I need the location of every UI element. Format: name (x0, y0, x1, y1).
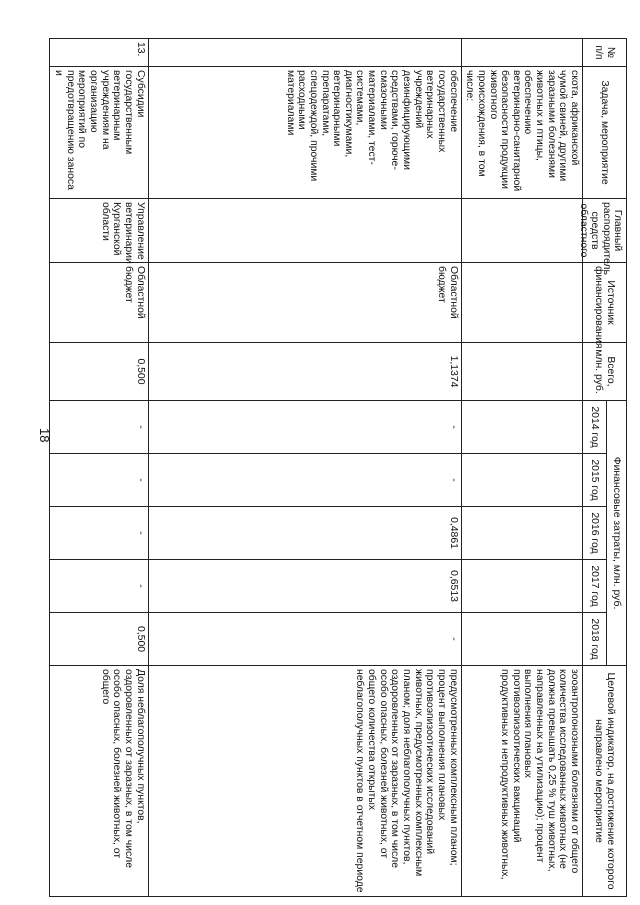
row-year-2017: 0,6513 (148, 560, 461, 613)
row-year-2018 (461, 613, 582, 666)
row-year-2016: 0,4861 (148, 507, 461, 560)
row-year-2018: 0,500 (50, 613, 148, 666)
header-task: Задача, мероприятие (583, 67, 627, 199)
header-year-2016: 2016 год (583, 507, 607, 560)
row-year-2017: - (50, 560, 148, 613)
header-year-2017: 2017 год (583, 560, 607, 613)
row-manager: Управление ветеринарии Курганской области (50, 199, 148, 263)
header-num: № п/п (583, 39, 627, 67)
header-manager (577, 199, 627, 275)
row-manager (461, 199, 582, 263)
row-total: 1,1374 (148, 343, 461, 401)
row-year-2015: - (50, 454, 148, 507)
header-year-2018: 2018 год (583, 613, 607, 666)
header-row-top (607, 39, 627, 897)
row-task: обеспечение государственных ветеринарных учреждений дезинфицирующими средствами, горюче-смазочными материалами, тест-системами, диагностикумами, ветеринарными препаратами, спецодеждой, прочими расходными материалами (148, 67, 461, 199)
row-num (148, 39, 461, 67)
row-total (461, 343, 582, 401)
header-source: Источник финансирования (583, 263, 627, 343)
row-task: скота, африканской чумой свиней, другими заразными болезнями животных и птицы, обеспечению ветеринарно-санитарной безопасности продукции животного происхождения, в том числе: (461, 67, 582, 199)
row-indicator: зооантропонозными болезнями от общего количества исследованных животных (не должна превышать 0,25 % туш животных, направленных на утилизацию); процент выполнения плановых противоэпизоотических вакцинаций продуктивных и непродуктивных животных, (461, 666, 582, 897)
row-num: 13. (50, 39, 148, 67)
row-task: Субсидии государственным ветеринарным учреждениям на организацию мероприятий по предотвращению заноса и (50, 67, 148, 199)
row-source (461, 263, 582, 343)
row-year-2018: - (148, 613, 461, 666)
table-row (50, 39, 148, 897)
row-manager (148, 199, 461, 263)
header-indicator-text: Целевой индикатор, на достижение которого направлено мероприятие (593, 672, 617, 890)
row-year-2014: - (50, 401, 148, 454)
row-year-2014: - (148, 401, 461, 454)
header-indicator (583, 666, 627, 897)
row-year-2015 (461, 454, 582, 507)
program-table (49, 38, 627, 897)
row-indicator: предусмотренных комплексным планом; процент выполнения плановых противоэпизоотических исследований животных, предусмотренных комплексным планом; доля неблагополучных пунктов, оздоровленных от заразных, в том числе особо опасных, болезней животных, от общего количества открытых неблагополучных пунктов в отчетном периоде (148, 666, 461, 897)
row-year-2017 (461, 560, 582, 613)
page-number: 18 (37, 428, 52, 443)
row-source: Областной бюджет (50, 263, 148, 343)
row-year-2016 (461, 507, 582, 560)
table-row (148, 39, 461, 897)
row-year-2016: - (50, 507, 148, 560)
rotated-page-content (53, 38, 627, 896)
row-num (461, 39, 582, 67)
row-year-2015: - (148, 454, 461, 507)
header-total: Всего, млн. руб. (583, 343, 627, 401)
header-year-2015: 2015 год (583, 454, 607, 507)
header-manager-text: Главный распорядитель средств областного (577, 202, 624, 275)
header-fin-group: Финансовые затраты, млн. руб. (607, 401, 627, 666)
row-indicator: Доля неблагополучных пунктов, оздоровленных от заразных, в том числе особо опасных, болезней животных, от общего (50, 666, 148, 897)
table-row (461, 39, 582, 897)
row-source: Областной бюджет (148, 263, 461, 343)
row-total: 0,500 (50, 343, 148, 401)
row-year-2014 (461, 401, 582, 454)
header-year-2014: 2014 год (583, 401, 607, 454)
